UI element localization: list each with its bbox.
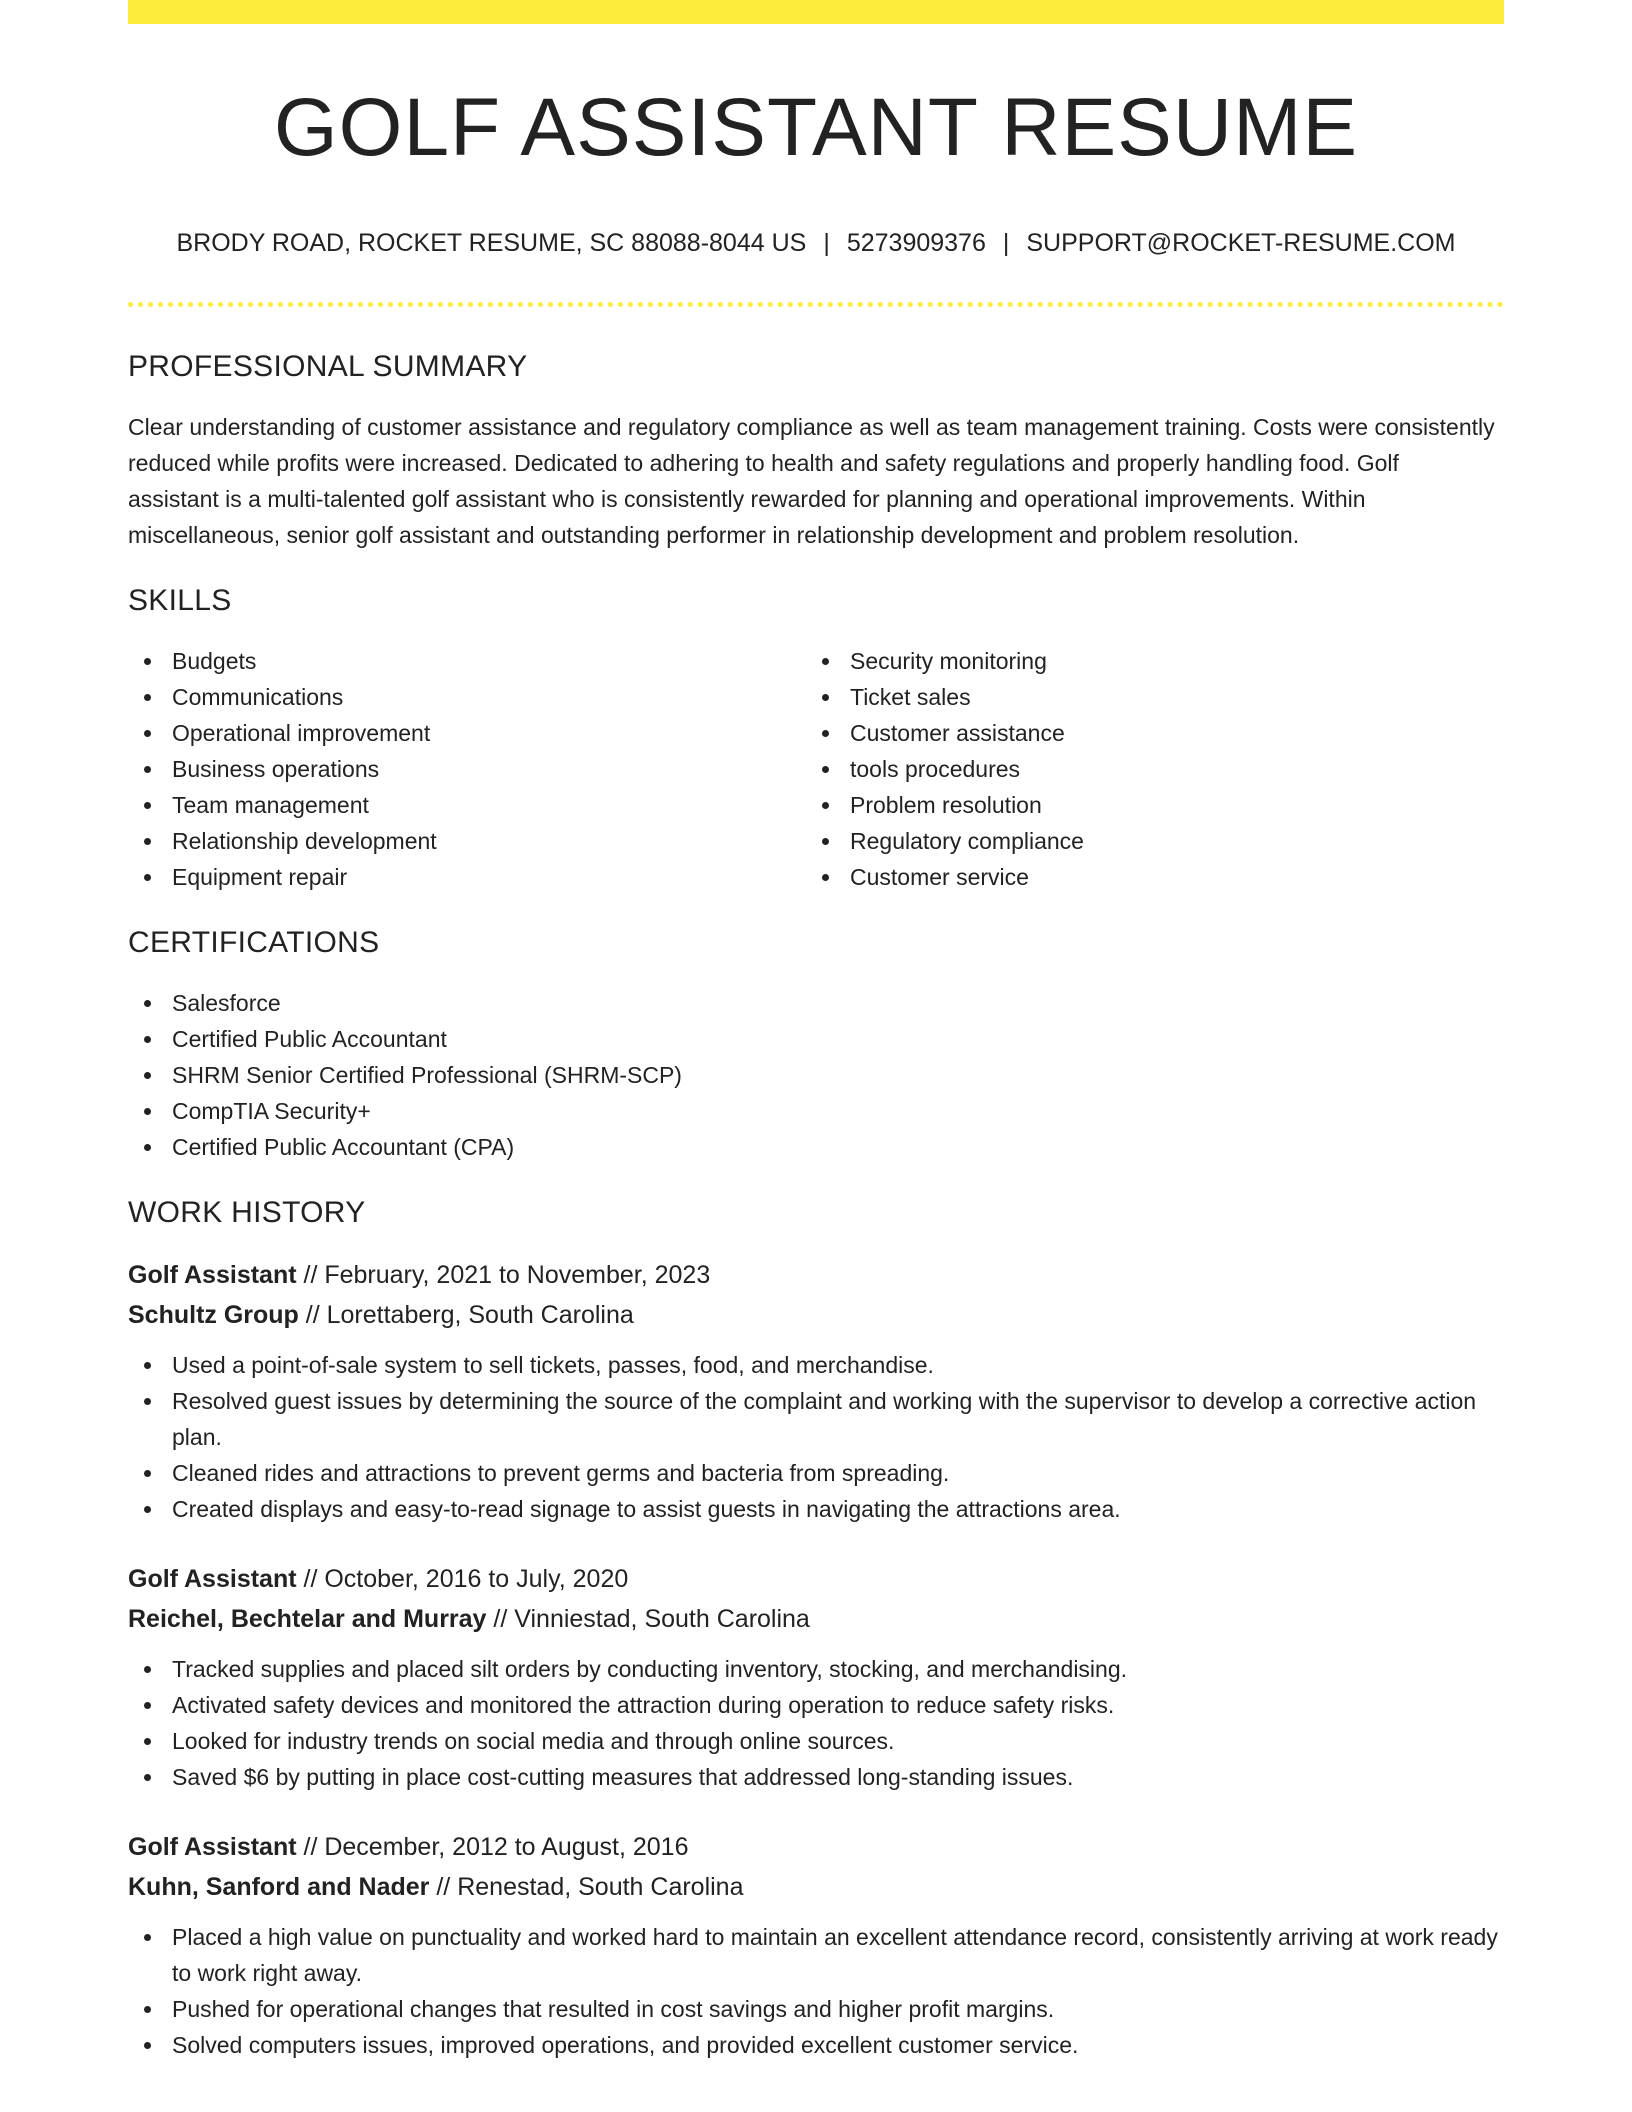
certifications-list bbox=[128, 985, 1504, 1165]
certification-item: CompTIA Security+ bbox=[128, 1093, 1504, 1129]
job-company: Reichel, Bechtelar and Murray bbox=[128, 1605, 487, 1633]
skills-list-right bbox=[806, 643, 1484, 895]
skill-item: Relationship development bbox=[128, 823, 806, 859]
job-bullet: Saved $6 by putting in place cost-cutting measures that addressed long-standing issues. bbox=[128, 1759, 1504, 1795]
top-accent-bar bbox=[128, 0, 1504, 24]
contact-address: BRODY ROAD, ROCKET RESUME, SC 88088-8044 US bbox=[176, 229, 807, 257]
job-bullet: Resolved guest issues by determining the source of the complaint and working with the supervisor to develop a corrective action plan. bbox=[128, 1383, 1504, 1455]
certification-item: Certified Public Accountant bbox=[128, 1021, 1504, 1057]
certification-item: Salesforce bbox=[128, 985, 1504, 1021]
job-title-line bbox=[128, 1559, 1504, 1599]
job-bullets bbox=[128, 1919, 1504, 2063]
job-bullet: Activated safety devices and monitored the attraction during operation to reduce safety risks. bbox=[128, 1687, 1504, 1723]
job-bullet: Tracked supplies and placed silt orders by conducting inventory, stocking, and merchandising. bbox=[128, 1651, 1504, 1687]
job-dates: December, 2012 to August, 2016 bbox=[324, 1833, 689, 1861]
contact-separator: | bbox=[1002, 229, 1010, 257]
skill-item: Equipment repair bbox=[128, 859, 806, 895]
summary-heading: PROFESSIONAL SUMMARY bbox=[128, 350, 528, 383]
skill-item: Customer assistance bbox=[806, 715, 1484, 751]
job-company: Schultz Group bbox=[128, 1301, 299, 1329]
job-title: Golf Assistant bbox=[128, 1261, 297, 1289]
job-separator: // bbox=[486, 1605, 515, 1633]
certifications-heading: CERTIFICATIONS bbox=[128, 926, 380, 959]
job-bullets bbox=[128, 1347, 1504, 1527]
skill-item: Security monitoring bbox=[806, 643, 1484, 679]
skill-item: tools procedures bbox=[806, 751, 1484, 787]
skill-item: Business operations bbox=[128, 751, 806, 787]
skill-item: Team management bbox=[128, 787, 806, 823]
skills-list-left bbox=[128, 643, 806, 895]
job-location: Lorettaberg, South Carolina bbox=[326, 1301, 634, 1329]
job-title: Golf Assistant bbox=[128, 1833, 297, 1861]
job-separator: // bbox=[429, 1873, 458, 1901]
job-separator: // bbox=[296, 1261, 325, 1289]
certification-item: SHRM Senior Certified Professional (SHRM-SCP) bbox=[128, 1057, 1504, 1093]
summary-text: Clear understanding of customer assistance and regulatory compliance as well as team management training. Costs were consistently reduced while profits were increased. Dedicated to adhering to health and safety regulations and properly handling food. Golf assistant is a multi-talented golf assistant who is consistently rewarded for planning and operational improvements. Within miscellaneous, senior golf assistant and outstanding performer in relationship development and problem resolution. bbox=[128, 414, 1495, 548]
resume-page bbox=[128, 24, 1504, 2063]
job-bullets bbox=[128, 1651, 1504, 1795]
certifications-section bbox=[128, 925, 1504, 1165]
job-entry bbox=[128, 1827, 1504, 2063]
job-bullet: Pushed for operational changes that resulted in cost savings and higher profit margins. bbox=[128, 1991, 1504, 2027]
skills-heading: SKILLS bbox=[128, 584, 232, 617]
contact-separator: | bbox=[823, 229, 830, 257]
skills-section bbox=[128, 583, 1504, 895]
contact-phone: 5273909376 bbox=[846, 229, 986, 257]
job-bullet: Created displays and easy-to-read signage to assist guests in navigating the attractions area. bbox=[128, 1491, 1504, 1527]
contact-line bbox=[128, 226, 1504, 260]
dotted-divider bbox=[128, 302, 1504, 307]
skill-item: Budgets bbox=[128, 643, 806, 679]
job-bullet: Placed a high value on punctuality and worked hard to maintain an excellent attendance record, consistently arriving at work ready to work right away. bbox=[128, 1919, 1504, 1991]
skill-item: Customer service bbox=[806, 859, 1484, 895]
skill-item: Problem resolution bbox=[806, 787, 1484, 823]
contact-email: SUPPORT@ROCKET-RESUME.COM bbox=[1026, 229, 1456, 257]
job-dates: February, 2021 to November, 2023 bbox=[324, 1261, 711, 1289]
job-location: Vinniestad, South Carolina bbox=[514, 1605, 810, 1633]
job-title: Golf Assistant bbox=[128, 1565, 297, 1593]
work-history-section bbox=[128, 1195, 1504, 2063]
job-bullet: Looked for industry trends on social media and through online sources. bbox=[128, 1723, 1504, 1759]
resume-title: GOLF ASSISTANT RESUME bbox=[273, 82, 1359, 173]
skill-item: Communications bbox=[128, 679, 806, 715]
job-entry bbox=[128, 1559, 1504, 1795]
job-entry bbox=[128, 1255, 1504, 1527]
job-company: Kuhn, Sanford and Nader bbox=[128, 1873, 430, 1901]
skill-item: Operational improvement bbox=[128, 715, 806, 751]
job-bullet: Used a point-of-sale system to sell tickets, passes, food, and merchandise. bbox=[128, 1347, 1504, 1383]
job-location: Renestad, South Carolina bbox=[457, 1873, 744, 1901]
certification-item: Certified Public Accountant (CPA) bbox=[128, 1129, 1504, 1165]
job-bullet: Cleaned rides and attractions to prevent germs and bacteria from spreading. bbox=[128, 1455, 1504, 1491]
work-history-heading: WORK HISTORY bbox=[128, 1196, 366, 1229]
job-bullet: Solved computers issues, improved operations, and provided excellent customer service. bbox=[128, 2027, 1504, 2063]
job-separator: // bbox=[298, 1301, 327, 1329]
skills-grid bbox=[128, 643, 1504, 895]
summary-section bbox=[128, 349, 1504, 553]
job-company-line bbox=[128, 1295, 1504, 1335]
skill-item: Ticket sales bbox=[806, 679, 1484, 715]
job-title-line bbox=[128, 1827, 1504, 1867]
job-separator: // bbox=[296, 1833, 325, 1861]
job-company-line bbox=[128, 1599, 1504, 1639]
job-company-line bbox=[128, 1867, 1504, 1907]
job-title-line bbox=[128, 1255, 1504, 1295]
job-separator: // bbox=[296, 1565, 325, 1593]
job-dates: October, 2016 to July, 2020 bbox=[324, 1565, 629, 1593]
skill-item: Regulatory compliance bbox=[806, 823, 1484, 859]
